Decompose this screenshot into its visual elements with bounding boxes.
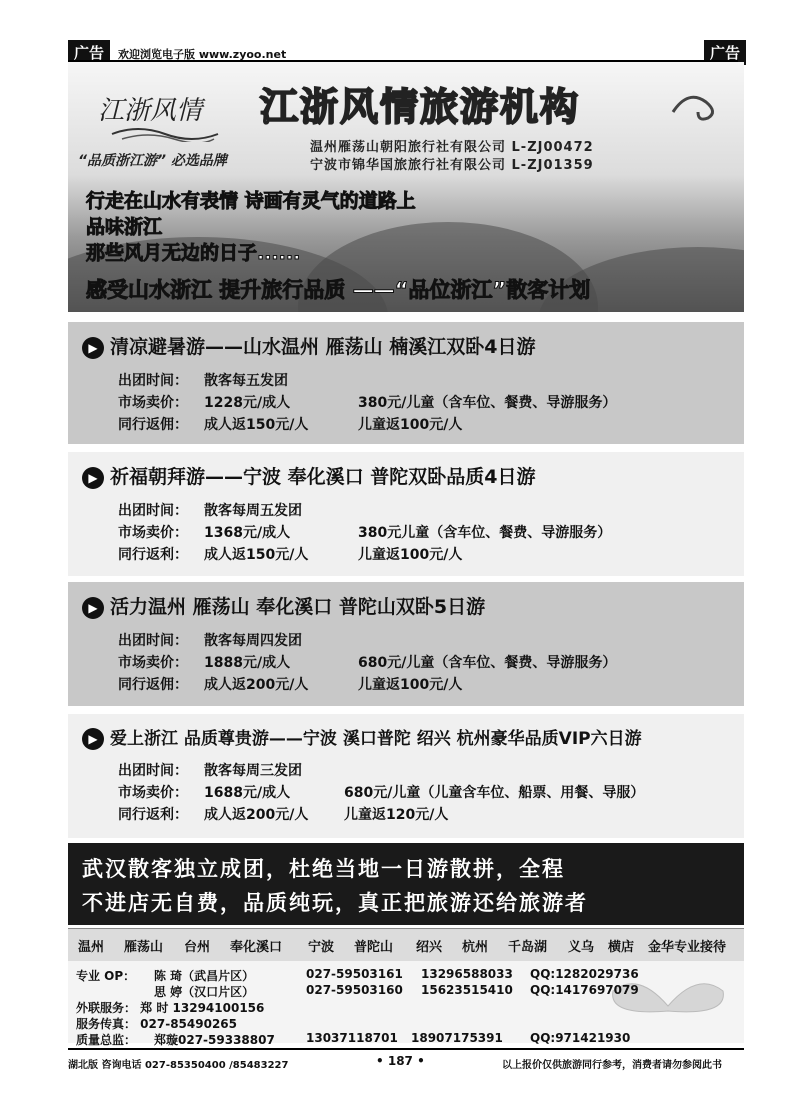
city-item: 绍兴 [416, 940, 443, 955]
city-item: 温州 [78, 940, 105, 955]
route-title: ▶ 清凉避暑游——山水温州 雁荡山 楠溪江双卧4日游 [82, 332, 535, 359]
contact-liaison: 外联服务： 郑 时 13294100156 [76, 1001, 265, 1015]
agency-line-1: 温州雁荡山朝阳旅行社有限公司 L-ZJ00472 [310, 140, 594, 155]
route-depart-row: 出团时间： 散客每五发团 [118, 373, 288, 389]
ad-label-right: 广告 [704, 40, 746, 65]
agency-line-2: 宁波市锦华国旅旅行社有限公司 L-ZJ01359 [310, 158, 594, 173]
brand-logo [90, 76, 230, 146]
banner [68, 62, 744, 312]
city-item: 台州 [184, 940, 211, 955]
route-rebate-row: 同行返佣： 成人返150元/人 儿童返100元/人 [118, 417, 463, 433]
city-item: 杭州 [462, 940, 489, 955]
city-item: 宁波 [308, 940, 335, 955]
footer-rule [68, 1048, 744, 1050]
route-title: ▶ 爱上浙江 品质尊贵游——宁波 溪口普陀 绍兴 杭州豪华品质VIP六日游 [82, 724, 642, 750]
route-title: ▶ 活力温州 雁荡山 奉化溪口 普陀山双卧5日游 [82, 592, 485, 619]
route-rebate-row: 同行返利： 成人返200元/人 儿童返120元/人 [118, 807, 449, 823]
promo-line-1: 武汉散客独立成团，杜绝当地一日游散拼，全程 [82, 857, 565, 881]
banner-slogan: 感受山水浙江 提升旅行品质 ——“品位浙江”散客计划 [86, 278, 591, 302]
org-title: 江浙风情旅游机构 [260, 85, 581, 129]
city-item: 普陀山 [354, 940, 394, 955]
route-card [68, 714, 744, 838]
footer-right: 以上报价仅供旅游同行参考，消费者请勿参阅此书 [502, 1060, 722, 1071]
city-item: 奉化溪口 [230, 940, 283, 955]
play-icon: ▶ [82, 728, 104, 750]
route-rebate-row: 同行返利： 成人返150元/人 儿童返100元/人 [118, 547, 463, 563]
contact-panel: 专业 OP： 陈 琦（武昌片区） 027-59503161 13296588033 QQ:1282029736 思 婷（汉口片区） 027-59503160 15623515410 QQ:1417697079 外联服务： 郑 时 13294100156 服务传真： 027-85490265 质量总监： 郑璇027-59338807 13037118701 18907175391 QQ:971421930 [68, 961, 744, 1043]
city-item: 横店 [608, 940, 635, 955]
swirl-icon [668, 84, 728, 124]
route-card [68, 322, 744, 444]
tagline-3: 那些风月无边的日子...... [86, 242, 301, 264]
route-card [68, 582, 744, 706]
play-icon: ▶ [82, 337, 104, 359]
route-title: ▶ 祈福朝拜游——宁波 奉化溪口 普陀双卧品质4日游 [82, 462, 535, 489]
route-rebate-row: 同行返佣： 成人返200元/人 儿童返100元/人 [118, 677, 463, 693]
promo-banner [68, 843, 744, 925]
city-item: 千岛湖 [508, 940, 548, 955]
tagline-2: 品味浙江 [86, 216, 163, 238]
route-depart-row: 出团时间： 散客每周三发团 [118, 763, 302, 779]
city-item: 义乌 [568, 940, 595, 955]
promo-line-2: 不进店无自费，品质纯玩，真正把旅游还给旅游者 [82, 891, 588, 915]
route-price-row: 市场卖价： 1888元/成人 680元/儿童（含车位、餐费、导游服务） [118, 655, 617, 671]
city-item: 雁荡山 [124, 940, 164, 955]
site-text: 欢迎浏览电子版 www.zyoo.net [118, 48, 287, 61]
page-number: • 187 • [376, 1054, 425, 1068]
play-icon: ▶ [82, 597, 104, 619]
play-icon: ▶ [82, 467, 104, 489]
logo-slogan: “品质浙江游” 必选品牌 [78, 153, 227, 169]
route-depart-row: 出团时间： 散客每周四发团 [118, 633, 302, 649]
city-item: 金华专业接待 [648, 940, 727, 955]
route-price-row: 市场卖价： 1368元/成人 380元儿童（含车位、餐费、导游服务） [118, 525, 612, 541]
route-price-row: 市场卖价： 1228元/成人 380元/儿童（含车位、餐费、导游服务） [118, 395, 617, 411]
route-depart-row: 出团时间： 散客每周五发团 [118, 503, 302, 519]
destination-list [68, 928, 744, 962]
logo-text: 江浙风情 [98, 96, 203, 126]
tagline-1: 行走在山水有表情 诗画有灵气的道路上 [86, 190, 416, 212]
route-price-row: 市场卖价： 1688元/成人 680元/儿童（儿童含车位、船票、用餐、导服） [118, 785, 645, 801]
logo-wave-icon [110, 124, 220, 142]
ad-label-left: 广告 [68, 40, 110, 65]
contact-fax: 服务传真： 027-85490265 [76, 1017, 238, 1031]
footer-left: 湖北版 咨询电话 027-85350400 /85483227 [68, 1060, 289, 1071]
route-card [68, 452, 744, 576]
